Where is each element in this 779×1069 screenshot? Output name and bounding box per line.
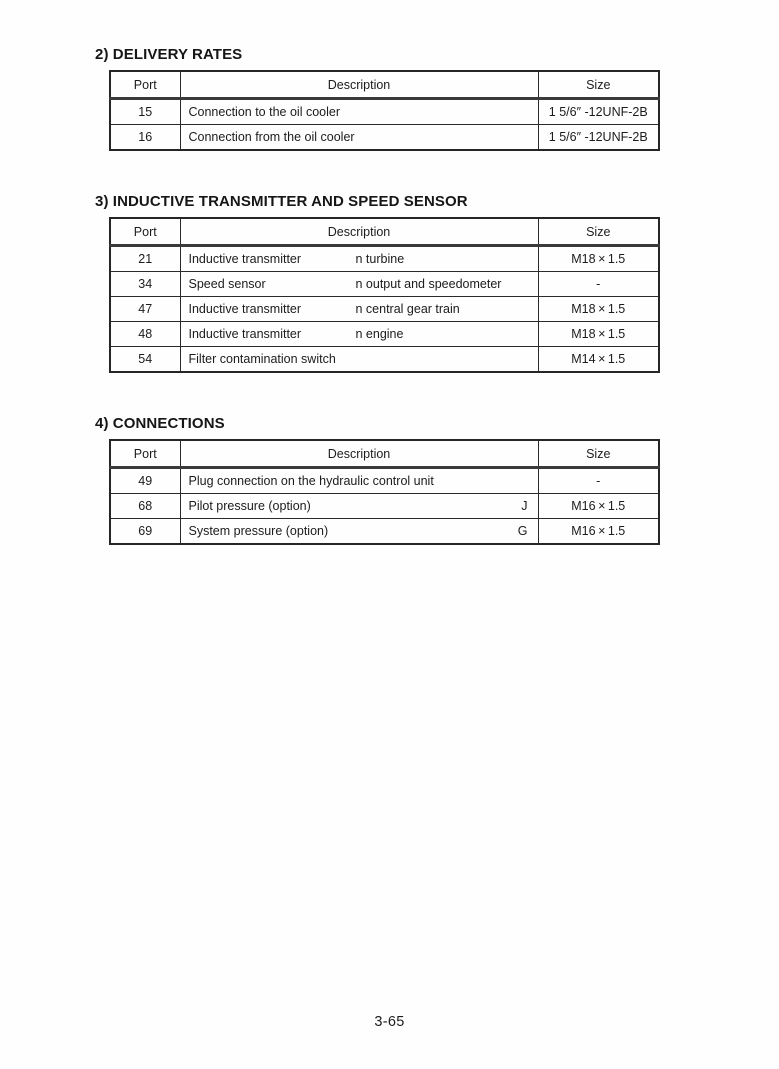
connections-table (109, 439, 660, 545)
size-cell: M18 × 1.5 (538, 246, 659, 272)
description-text: Connection from the oil cooler (188, 130, 355, 144)
description-subtext: n turbine (355, 252, 405, 266)
section-connections (95, 415, 715, 545)
description-subtext: n engine (355, 327, 404, 341)
table-row (110, 494, 659, 519)
port-cell: 34 (110, 272, 180, 297)
port-cell: 21 (110, 246, 180, 272)
delivery-rates-table (109, 70, 660, 151)
size-cell: - (538, 468, 659, 494)
description-cell (180, 125, 538, 151)
port-cell: 48 (110, 322, 180, 347)
column-header-size: Size (538, 440, 659, 468)
table-row (110, 519, 659, 545)
description-text: Filter contamination switch (188, 352, 336, 366)
description-cell (180, 297, 538, 322)
table-header-row (110, 218, 659, 246)
description-text: Plug connection on the hydraulic control unit (188, 474, 434, 488)
description-text: Inductive transmitter (188, 327, 302, 341)
column-header-size: Size (538, 218, 659, 246)
port-cell: 15 (110, 99, 180, 125)
column-header-description: Description (180, 218, 538, 246)
table-row (110, 246, 659, 272)
table-row (110, 322, 659, 347)
description-subtext: n output and speedometer (355, 277, 502, 291)
size-cell: M14 × 1.5 (538, 347, 659, 373)
description-text: Inductive transmitter (188, 302, 302, 316)
table-header-row (110, 71, 659, 99)
table-row (110, 468, 659, 494)
description-text: Speed sensor (188, 277, 266, 291)
size-cell: M18 × 1.5 (538, 297, 659, 322)
port-cell: 16 (110, 125, 180, 151)
table-row (110, 347, 659, 373)
description-text: System pressure (option) (188, 524, 329, 538)
section-delivery-rates (95, 46, 715, 151)
port-cell: 69 (110, 519, 180, 545)
description-text: Connection to the oil cooler (188, 105, 340, 119)
size-cell: M16 × 1.5 (538, 519, 659, 545)
description-subtext: n central gear train (355, 302, 460, 316)
table-row (110, 125, 659, 151)
table-row (110, 297, 659, 322)
description-text: Pilot pressure (option) (188, 499, 311, 513)
description-cell (180, 468, 538, 494)
section-heading-connections: 4) CONNECTIONS (95, 415, 225, 432)
page-content (95, 46, 715, 545)
section-inductive-transmitter (95, 193, 715, 373)
column-header-port: Port (110, 218, 180, 246)
size-cell: M16 × 1.5 (538, 494, 659, 519)
size-cell: 1 5/6″ -12UNF-2B (538, 99, 659, 125)
inductive-transmitter-table (109, 217, 660, 373)
column-header-description: Description (180, 71, 538, 99)
description-cell (180, 99, 538, 125)
table-header-row (110, 440, 659, 468)
page-number: 3-65 (374, 1014, 405, 1030)
description-text: Inductive transmitter (188, 252, 302, 266)
description-cell (180, 322, 538, 347)
column-header-port: Port (110, 440, 180, 468)
column-header-port: Port (110, 71, 180, 99)
description-cell (180, 347, 538, 373)
description-cell (180, 519, 538, 545)
port-letter: J (521, 499, 528, 513)
port-cell: 68 (110, 494, 180, 519)
description-cell (180, 494, 538, 519)
port-letter: G (517, 524, 528, 538)
description-cell (180, 246, 538, 272)
size-cell: M18 × 1.5 (538, 322, 659, 347)
port-cell: 54 (110, 347, 180, 373)
section-heading-inductive-transmitter: 3) INDUCTIVE TRANSMITTER AND SPEED SENSOR (95, 193, 468, 210)
table-row (110, 99, 659, 125)
port-cell: 47 (110, 297, 180, 322)
table-row (110, 272, 659, 297)
section-heading-delivery-rates: 2) DELIVERY RATES (95, 46, 243, 63)
column-header-description: Description (180, 440, 538, 468)
description-cell (180, 272, 538, 297)
size-cell: - (538, 272, 659, 297)
column-header-size: Size (538, 71, 659, 99)
port-cell: 49 (110, 468, 180, 494)
size-cell: 1 5/6″ -12UNF-2B (538, 125, 659, 151)
